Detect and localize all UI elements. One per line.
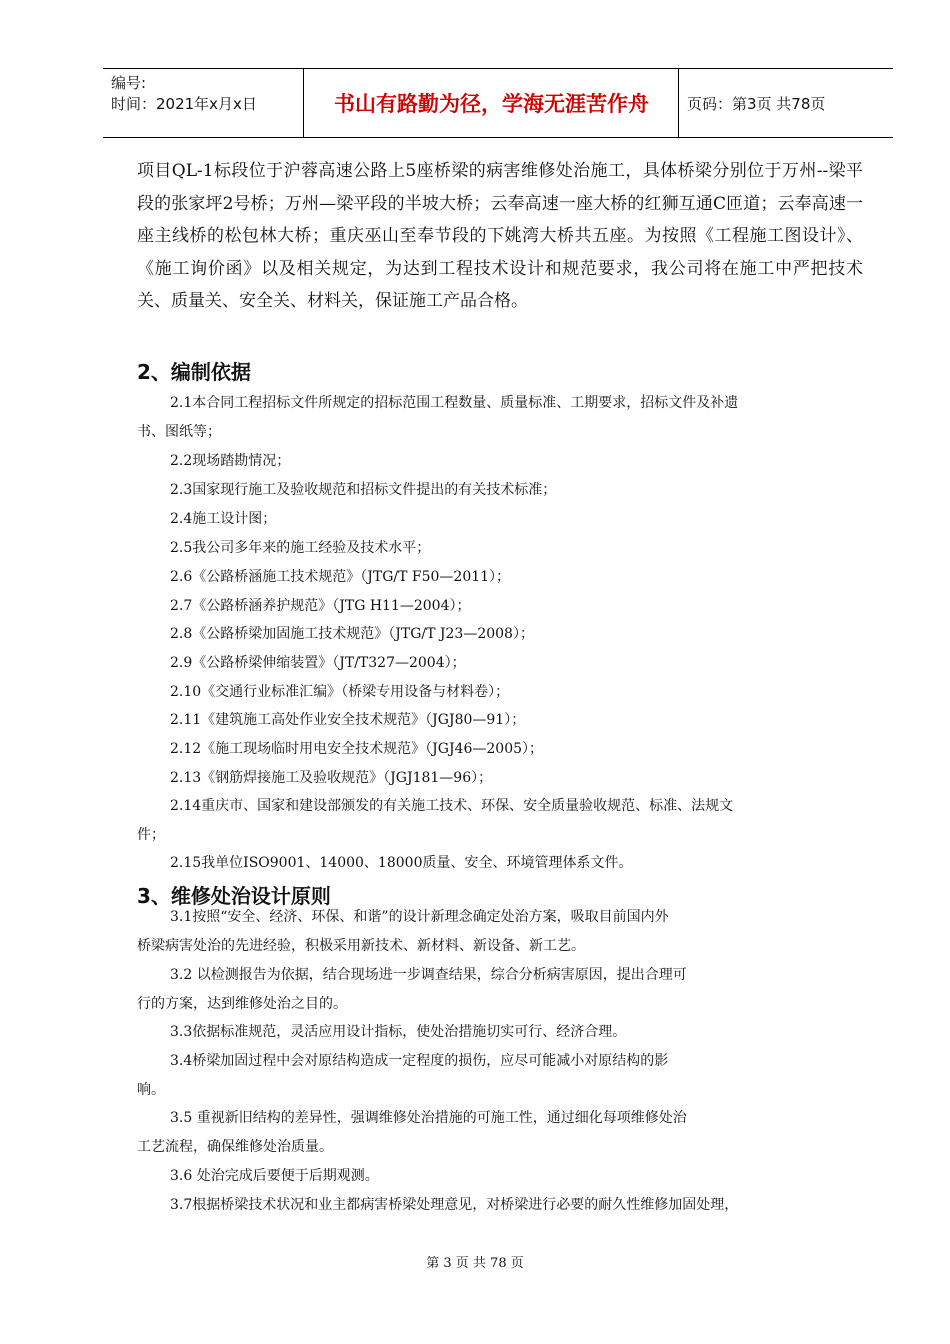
list-item [137,389,863,447]
item-line: 书、图纸等； [137,424,221,440]
list-item [137,592,863,621]
item-line: 2.8《公路桥梁加固施工技术规范》（JTG/T J23—2008）； [170,626,534,642]
item-line: 2.3国家现行施工及验收规范和招标文件提出的有关技术标准； [170,482,557,498]
list-item [137,563,863,592]
item-line: 行的方案，达到维修处治之目的。 [137,996,347,1012]
item-line: 2.13《钢筋焊接施工及验收规范》（JGJ181—96）； [170,770,493,786]
list-item [137,903,817,961]
list-item [137,649,863,678]
item-line: 2.7《公路桥涵养护规范》（JTG H11—2004）； [170,598,471,614]
item-line: 3.5 重视新旧结构的差异性，强调维修处治措施的可施工性，通过细化每项维修处治 [170,1110,687,1126]
item-line: 2.2现场踏勘情况； [170,453,291,469]
list-item [137,447,863,476]
item-line: 2.1本合同工程招标文件所规定的招标范围工程数量、质量标准、工期要求，招标文件及补遗 [170,395,739,411]
item-line: 桥梁病害处治的先进经验，积极采用新技术、新材料、新设备、新工艺。 [137,938,585,954]
list-item [137,678,863,707]
page-footer: 第 3 页 共 78 页 [426,1256,524,1271]
list-item [137,1047,817,1105]
header-page-code: 页码：第3页 共78页 [687,95,826,113]
item-line: 2.5我公司多年来的施工经验及技术水平； [170,540,431,556]
item-line: 3.4桥梁加固过程中会对原结构造成一定程度的损伤，应尽可能减小对原结构的影 [170,1053,669,1069]
header-divider [303,69,304,137]
list-item [137,1162,817,1191]
item-line: 件； [137,827,165,843]
item-line: 工艺流程，确保维修处治质量。 [137,1139,333,1155]
list-item [137,1104,817,1162]
section-3-heading: 3、维修处治设计原则 [137,884,331,908]
item-line: 响。 [137,1082,165,1098]
list-item [137,961,817,1019]
item-line: 2.9《公路桥梁伸缩装置》（JT/T327—2004）； [170,655,466,671]
list-item [137,764,863,793]
list-item [137,735,863,764]
item-line: 3.3依据标准规范，灵活应用设计指标，使处治措施切实可行、经济合理。 [170,1024,627,1040]
list-item [137,476,863,505]
item-line: 3.1按照“安全、经济、环保、和谐”的设计新理念确定处治方案，吸取目前国内外 [170,909,669,925]
item-line: 3.6 处治完成后要便于后期观测。 [170,1168,379,1184]
list-item [137,849,863,878]
list-item [137,505,863,534]
item-line: 2.15我单位ISO9001、14000、18000质量、安全、环境管理体系文件。 [170,855,633,871]
item-line: 2.6《公路桥涵施工技术规范》（JTG/T F50—2011）； [170,569,511,585]
list-item [137,706,863,735]
item-line: 2.14重庆市、国家和建设部颁发的有关施工技术、环保、安全质量验收规范、标准、法规文 [170,798,734,814]
list-item [137,1018,817,1047]
item-line: 2.12《施工现场临时用电安全技术规范》（JGJ46—2005）； [170,741,544,757]
list-item [137,1191,863,1220]
time-label: 时间：2021年x月x日 [111,95,257,113]
item-line: 3.7根据桥梁技术状况和业主都病害桥梁处理意见，对桥梁进行必要的耐久性维修加固处理， [170,1197,739,1213]
header-meta [111,73,257,115]
section-2-heading: 2、编制依据 [137,360,251,384]
item-line: 2.4施工设计图； [170,511,277,527]
header-motto: 书山有路勤为径，学海无涯苦作舟 [334,92,649,116]
serial-label: 编号: [111,74,147,92]
item-line: 2.10《交通行业标准汇编》（桥梁专用设备与材料卷）； [170,684,510,700]
page-header [103,68,893,138]
list-item [137,620,863,649]
header-divider [678,69,679,137]
list-item [137,534,863,563]
item-line: 2.11《建筑施工高处作业安全技术规范》（JGJ80—91）； [170,712,526,728]
intro-paragraph: 项目QL-1标段位于沪蓉高速公路上5座桥梁的病害维修处治施工，具体桥梁分别位于万州--梁平段的张家坪2号桥；万州—梁平段的半坡大桥；云奉高速一座大桥的红狮互通C匝道；云奉高速一座主线桥的松包林大桥；重庆巫山至奉节段的下姚湾大桥共五座。为按照《工程施工图设计》、《施工询价函》以及相关规定，为达到工程技术设计和规范要求，我公司将在施工中严把技术关、质量关、安全关、材料关，保证施工产品合格。 [137,161,863,311]
list-item [137,792,863,850]
item-line: 3.2 以检测报告为依据，结合现场进一步调查结果，综合分析病害原因，提出合理可 [170,967,687,983]
